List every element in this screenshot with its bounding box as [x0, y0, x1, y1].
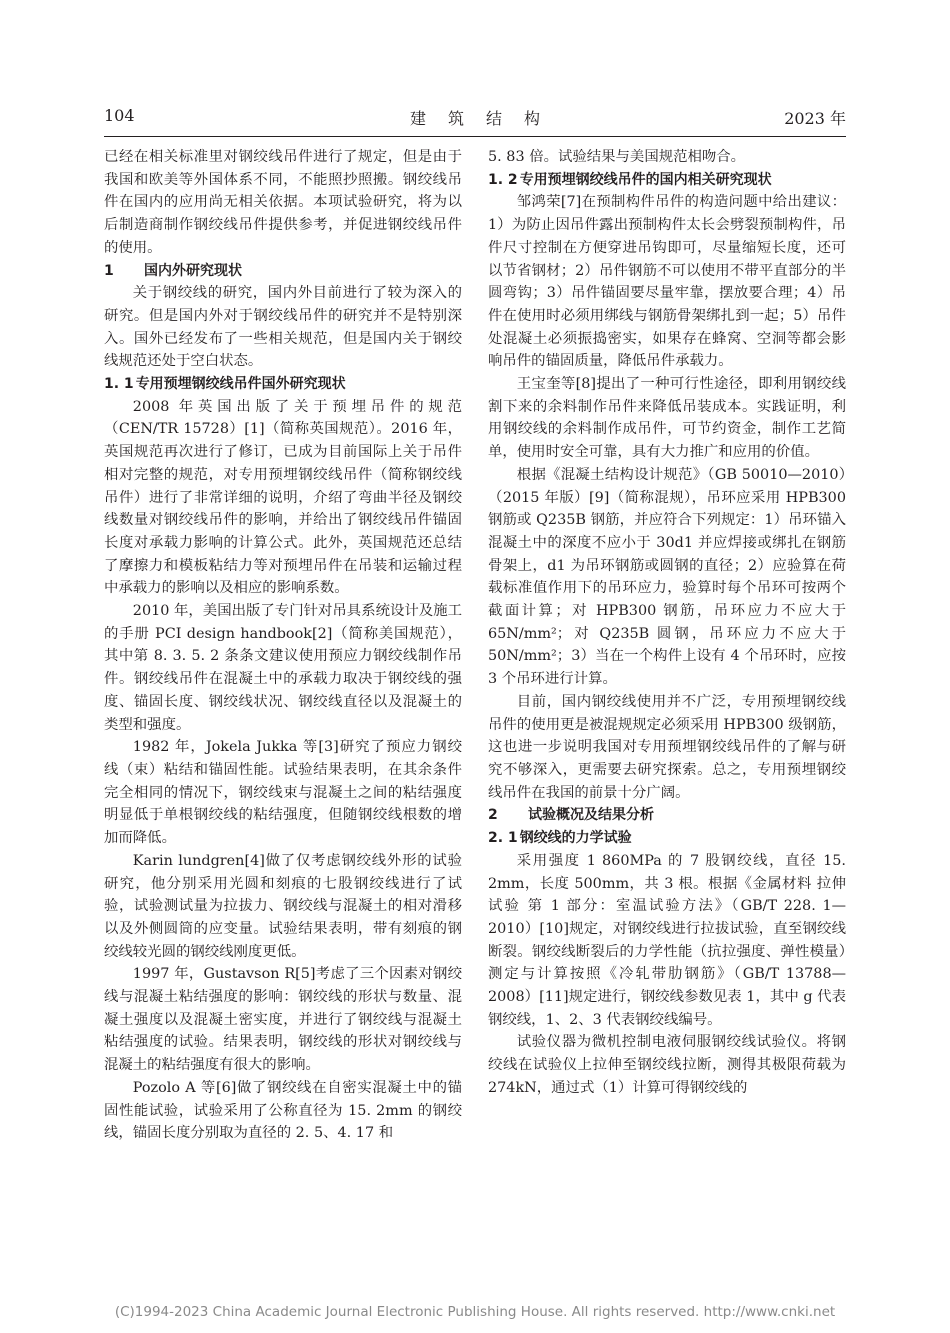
section-heading-1: [104, 260, 462, 283]
section-heading-2: [488, 804, 846, 827]
issue-year: 2023 年: [784, 109, 846, 128]
section-title: 试验概况及结果分析: [528, 807, 654, 824]
page-number: 104: [104, 106, 135, 125]
paragraph-continued: 5. 83 倍。试验结果与美国规范相吻合。: [488, 149, 746, 165]
paragraph: 目前，国内钢绞线使用并不广泛，专用预埋钢绞线吊件的使用更是被混规规定必须采用 HPB300 级钢筋，这也进一步说明我国对专用预埋钢绞线吊件的了解与研究不够深入，更需要去研究探索。总之，专用预埋钢绞线吊件在我国的前景十分广阔。: [488, 693, 846, 801]
left-column: [104, 146, 462, 1145]
right-column: [488, 146, 846, 1100]
paragraph: 王宝奎等[8]提出了一种可行性途径，即利用钢绞线割下来的余料制作吊件来降低吊装成本。实践证明，利用钢绞线的余料制作成吊件，可节约资金，制作工艺简单，使用时安全可靠，具有大力推广和应用的价值。: [488, 376, 846, 461]
paragraph: Karin lundgren[4]做了仅考虑钢绞线外形的试验研究，他分别采用光圆和刻痕的七股钢绞线进行了试验，试验测试量为拉拔力、钢绞线与混凝土的相对滑移以及外侧圆筒的应变量。试验结果表明，带有刻痕的钢绞线较光圆的钢绞线刚度更低。: [104, 852, 462, 960]
paragraph: 2010 年，美国出版了专门针对吊具系统设计及施工的手册 PCI design handbook[2]（简称美国规范），其中第 8. 3. 5. 2 条条文建议使用预应力钢绞线制作吊件。钢绞线吊件在混凝土中的承载力取决于钢绞线的强度、锚固长度、钢绞线状况、钢绞线直径以及混凝土的类型和强度。: [104, 603, 462, 733]
section-number: 1: [104, 262, 114, 279]
paragraph: 试验仪器为微机控制电液伺服钢绞线试验仪。将钢绞线在试验仪上拉伸至钢绞线拉断，测得其极限荷载为 274kN，通过式（1）计算可得钢绞线的: [488, 1034, 846, 1096]
section-number: 1. 1: [104, 376, 134, 393]
paragraph: 关于钢绞线的研究，国内外目前进行了较为深入的研究。但是国内外对于钢绞线吊件的研究并不是特别深入。国外已经发布了一些相关规范，但是国内关于钢绞线规范还处于空白状态。: [104, 285, 462, 370]
section-title: 专用预埋钢绞线吊件的国内相关研究现状: [519, 171, 772, 188]
paragraph: 采用强度 1 860MPa 的 7 股钢绞线，直径 15. 2mm，长度 500mm，共 3 根。根据《金属材料 拉伸试验 第 1 部分：室温试验方法》（GB/T 228. 1—2010）[10]规定，对钢绞线进行拉拔试验，直至钢绞线断裂。钢绞线断裂后的力学性能（抗拉强度、弹性模量）测定与计算按照《冷轧带肋钢筋》（GB/T 13788—2008）[11]规定进行，钢绞线参数见表 1，其中 g 代表钢绞线，1、2、3 代表钢绞线编号。: [488, 852, 846, 1028]
paragraph: 1982 年，Jokela Jukka 等[3]研究了预应力钢绞线（束）粘结和锚固性能。试验结果表明，在其余条件完全相同的情况下，钢绞线束与混凝土之间的粘结强度明显低于单根钢绞线的粘结强度，但随钢绞线根数的增加而降低。: [104, 739, 462, 847]
paragraph: 根据《混凝土结构设计规范》（GB 50010—2010）（2015 年版）[9]（简称混规），吊环应采用 HPB300 钢筋或 Q235B 钢筋，并应符合下列规定：1）吊环锚入混凝土中的深度不应小于 30d1 并应焊接或绑扎在钢筋骨架上，d1 为吊环钢筋或圆钢的直径；2）应验算在荷载标准值作用下的吊环应力，验算时每个吊环可按两个截面计算；对 HPB300 钢筋，吊环应力不应大于 65N/mm²；对 Q235B 圆钢，吊环应力不应大于 50N/mm²；3）当在一个构件上设有 4 个吊环时，应按 3 个吊环进行计算。: [488, 466, 846, 688]
journal-title: 建筑结构: [409, 109, 562, 128]
header-rule: [104, 136, 846, 137]
section-number: 2. 1: [488, 830, 518, 847]
section-heading-2-1: [488, 827, 846, 850]
section-title: 国内外研究现状: [144, 262, 242, 279]
copyright-footer: (C)1994-2023 China Academic Journal Electronic Publishing House. All rights reserved. http://www.cnki.net: [114, 1304, 836, 1320]
paragraph: 1997 年，Gustavson R[5]考虑了三个因素对钢绞线与混凝土粘结强度的影响：钢绞线的形状与数量、混凝土强度以及混凝土密实度，并进行了钢绞线与混凝土粘结强度的试验。结果表明，钢绞线的形状对钢绞线与混凝土的粘结强度有很大的影响。: [104, 966, 462, 1074]
section-number: 2: [488, 807, 498, 824]
paragraph: 邹鸿荣[7]在预制构件吊件的构造问题中给出建议：1）为防止因吊件露出预制构件太长会劈裂预制构件，吊件尺寸控制在方便穿进吊钩即可，尽量缩短长度，还可以节省钢材；2）吊件钢筋不可以使用不带平直部分的半圆弯钩；3）吊件锚固要尽量牢靠，摆放要合理；4）吊件在使用时必须用绑线与钢筋骨架绑扎到一起；5）吊件处混凝土必须振捣密实，如果存在蜂窝、空洞等都会影响吊件的锚固质量，降低吊件承载力。: [488, 194, 846, 370]
paragraph: Pozolo A 等[6]做了钢绞线在自密实混凝土中的锚固性能试验，试验采用了公称直径为 15. 2mm 的钢绞线，锚固长度分别取为直径的 2. 5、4. 17 和: [104, 1079, 462, 1142]
paragraph: 2008 年英国出版了关于预埋吊件的规范（CEN/TR 15728）[1]（简称英国规范）。2016 年，英国规范再次进行了修订，已成为目前国际上关于吊件相对完整的规范，对专用预埋钢绞线吊件（简称钢绞线吊件）进行了非常详细的说明，介绍了弯曲半径及钢绞线数量对钢绞线吊件的影响，并给出了钢绞线吊件锚固长度对承载力影响的计算公式。此外，英国规范还总结了摩擦力和模板粘结力等对预埋吊件在吊装和运输过程中承载力的影响以及相应的影响系数。: [104, 398, 462, 597]
section-title: 钢绞线的力学试验: [519, 830, 632, 847]
paragraph-intro: 已经在相关标准里对钢绞线吊件进行了规定，但是由于我国和欧美等外国体系不同，不能照抄照搬。钢绞线吊件在国内的应用尚无相关依据。本项试验研究，将为以后制造商制作钢绞线吊件提供参考，并促进钢绞线吊件的使用。: [104, 149, 462, 256]
section-heading-1-1: [104, 373, 462, 396]
running-header: [104, 96, 846, 136]
section-number: 1. 2: [488, 171, 518, 188]
section-heading-1-2: [488, 169, 846, 192]
section-title: 专用预埋钢绞线吊件国外研究现状: [135, 376, 346, 393]
